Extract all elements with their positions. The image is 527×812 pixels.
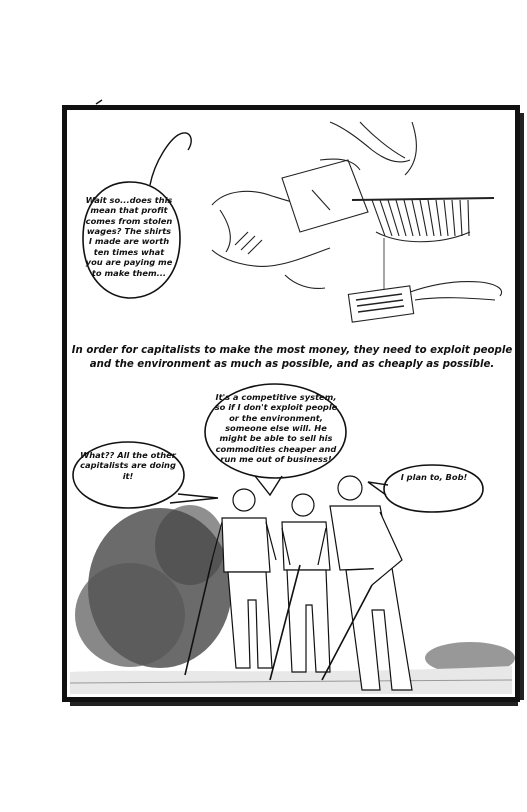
left-bubble-tail [170,494,218,503]
panel-caption: In order for capitalists to make the most money, they need to exploit people and the environment as much as possible, and as cheaply as possible. [71,345,513,371]
center-man-speech-text: It's a competitive system, so if I don't exploit people or the environment, someone else will. He might be able to sell his commodities cheaper and run me out of business! [214,392,338,465]
left-man-speech-text: What?? All the other capitalists are doing it! [80,450,176,481]
stray-mark [96,100,102,104]
top-illustration [212,122,502,322]
right-man-speech-text: I plan to, Bob! [400,472,468,482]
worker-speech-text: Wait so...does this mean that profit comes from stolen wages? The shirts I made are worth ten times what you are paying me to make them... [85,195,173,278]
center-bubble-tail [255,476,282,495]
worker-bubble-tail [150,133,191,185]
